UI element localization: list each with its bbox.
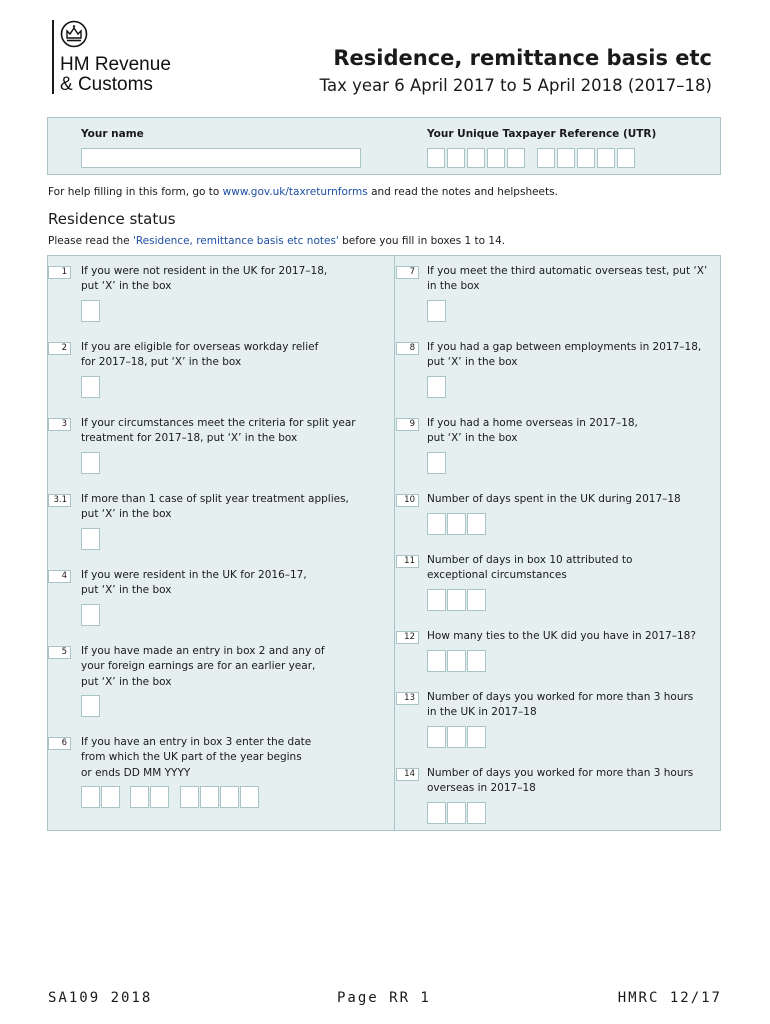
box-number-9: 9: [396, 418, 419, 431]
box-14-question: [427, 766, 693, 797]
box-4-line-1: If you were resident in the UK for 2016–17,: [81, 569, 307, 581]
box-number-2: 2: [48, 342, 71, 355]
utr-digit-7[interactable]: [557, 148, 575, 168]
help-text-suffix: and read the notes and helpsheets.: [367, 186, 558, 198]
box-6-month-digit-2[interactable]: [150, 786, 169, 808]
box-13-digit-2[interactable]: [447, 726, 466, 748]
box-7-line-2: in the box: [427, 280, 480, 293]
utr-digit-3[interactable]: [467, 148, 485, 168]
box-number-13: 13: [396, 692, 419, 705]
box-6-day-digit-2[interactable]: [101, 786, 120, 808]
utr-digit-4[interactable]: [487, 148, 505, 168]
box-11-digit-1[interactable]: [427, 589, 446, 611]
utr-digit-8[interactable]: [577, 148, 595, 168]
box-9-line-1: If you had a home overseas in 2017–18,: [427, 417, 638, 429]
help-text-prefix: For help filling in this form, go to: [48, 186, 223, 198]
box-2-question: [81, 340, 318, 371]
utr-digit-9[interactable]: [597, 148, 615, 168]
box-6-year-digit-2[interactable]: [200, 786, 219, 808]
box-6-year-digit-3[interactable]: [220, 786, 239, 808]
utr-digit-5[interactable]: [507, 148, 525, 168]
royal-crest-icon: [60, 20, 88, 48]
utr-digit-2[interactable]: [447, 148, 465, 168]
logo-rule: [52, 20, 54, 94]
box-14-line-1: Number of days you worked for more than 3 hours: [427, 767, 694, 779]
box-number-5: 5: [48, 646, 71, 659]
box-4-checkbox[interactable]: [81, 604, 100, 626]
box-6-question: [81, 735, 311, 781]
column-divider: [394, 256, 395, 830]
org-name-line2: & Customs: [60, 74, 153, 95]
box-10-digit-1[interactable]: [427, 513, 446, 535]
box-13-digit-1[interactable]: [427, 726, 446, 748]
utr-digit-6[interactable]: [537, 148, 555, 168]
box-12-digit-2[interactable]: [447, 650, 466, 672]
box-10-line-1: Number of days spent in the UK during 2017–18: [427, 493, 681, 505]
box-12-question: [427, 629, 696, 644]
page-subtitle: Tax year 6 April 2017 to 5 April 2018 (2017–18): [319, 76, 712, 95]
box-11-digit-2[interactable]: [447, 589, 466, 611]
box-3-1-checkbox[interactable]: [81, 528, 100, 550]
box-6-line-3: or ends DD MM YYYY: [81, 766, 191, 779]
box-number-14: 14: [396, 768, 419, 781]
box-6-year-digit-4[interactable]: [240, 786, 259, 808]
box-10-digit-3[interactable]: [467, 513, 486, 535]
box-7-checkbox[interactable]: [427, 300, 446, 322]
box-5-line-3: put ‘X’ in the box: [81, 675, 172, 688]
box-number-4: 4: [48, 570, 71, 583]
box-4-question: [81, 568, 307, 599]
box-1-checkbox[interactable]: [81, 300, 100, 322]
box-13-digit-3[interactable]: [467, 726, 486, 748]
box-7-line-1: If you meet the third automatic overseas test, put ‘X’: [427, 265, 708, 277]
box-11-line-1: Number of days in box 10 attributed to: [427, 554, 633, 566]
box-4-line-2: put ‘X’ in the box: [81, 584, 172, 597]
box-1-question: [81, 264, 327, 295]
box-6-year-digit-1[interactable]: [180, 786, 199, 808]
box-11-line-2: exceptional circumstances: [427, 569, 567, 582]
box-7-question: [427, 264, 707, 295]
page-title: Residence, remittance basis etc: [333, 46, 712, 70]
utr-digit-10[interactable]: [617, 148, 635, 168]
footer-page-number: Page RR 1: [337, 990, 431, 1006]
box-2-line-2: for 2017–18, put ‘X’ in the box: [81, 356, 242, 369]
box-number-6: 6: [48, 737, 71, 750]
help-text: [48, 186, 558, 198]
box-14-digit-3[interactable]: [467, 802, 486, 824]
box-6-line-1: If you have an entry in box 3 enter the date: [81, 736, 312, 748]
section-heading: Residence status: [48, 210, 176, 228]
box-number-8: 8: [396, 342, 419, 355]
box-2-checkbox[interactable]: [81, 376, 100, 398]
box-14-digit-1[interactable]: [427, 802, 446, 824]
box-number-3: 3: [48, 418, 71, 431]
box-number-11: 11: [396, 555, 419, 568]
section-intro-prefix: Please read the: [48, 235, 133, 247]
box-13-line-2: in the UK in 2017–18: [427, 706, 537, 719]
org-name-line1: HM Revenue: [60, 54, 171, 75]
box-9-line-2: put ‘X’ in the box: [427, 432, 518, 445]
box-6-month-digit-1[interactable]: [130, 786, 149, 808]
notes-link[interactable]: 'Residence, remittance basis etc notes': [132, 235, 339, 247]
box-8-checkbox[interactable]: [427, 376, 446, 398]
box-5-line-1: If you have made an entry in box 2 and any of: [81, 645, 325, 657]
box-number-10: 10: [396, 494, 419, 507]
box-3-line-2: treatment for 2017–18, put ‘X’ in the box: [81, 432, 298, 445]
box-3-question: [81, 416, 356, 447]
box-5-checkbox[interactable]: [81, 695, 100, 717]
box-1-line-1: If you were not resident in the UK for 2017–18,: [81, 265, 328, 277]
box-14-digit-2[interactable]: [447, 802, 466, 824]
box-6-day-digit-1[interactable]: [81, 786, 100, 808]
box-6-line-2: from which the UK part of the year begins: [81, 751, 302, 764]
box-9-question: [427, 416, 638, 447]
box-8-line-2: put ‘X’ in the box: [427, 356, 518, 369]
box-11-digit-3[interactable]: [467, 589, 486, 611]
section-intro: [48, 235, 505, 247]
section-intro-suffix: before you fill in boxes 1 to 14.: [338, 235, 506, 247]
box-9-checkbox[interactable]: [427, 452, 446, 474]
box-13-question: [427, 690, 693, 721]
box-1-line-2: put ‘X’ in the box: [81, 280, 172, 293]
box-10-digit-2[interactable]: [447, 513, 466, 535]
box-3-1-question: [81, 492, 349, 523]
box-number-3-1: 3.1: [48, 494, 71, 507]
utr-digit-1[interactable]: [427, 148, 445, 168]
box-2-line-1: If you are eligible for overseas workday relief: [81, 341, 319, 353]
box-5-question: [81, 644, 325, 690]
box-5-line-2: your foreign earnings are for an earlier year,: [81, 660, 316, 673]
box-13-line-1: Number of days you worked for more than 3 hours: [427, 691, 694, 703]
box-number-1: 1: [48, 266, 71, 279]
box-3-checkbox[interactable]: [81, 452, 100, 474]
box-8-question: [427, 340, 701, 371]
footer-version: HMRC 12/17: [617, 990, 722, 1006]
box-10-question: [427, 492, 681, 507]
box-3-line-1: If your circumstances meet the criteria for split year: [81, 417, 356, 429]
name-input[interactable]: [81, 148, 361, 168]
box-number-7: 7: [396, 266, 419, 279]
box-number-12: 12: [396, 631, 419, 644]
utr-label: Your Unique Taxpayer Reference (UTR): [427, 128, 657, 140]
name-label: Your name: [81, 128, 144, 140]
footer-form-code: SA109 2018: [48, 990, 153, 1006]
box-14-line-2: overseas in 2017–18: [427, 782, 536, 795]
box-12-line-1: How many ties to the UK did you have in 2017–18?: [427, 630, 696, 642]
box-3-1-line-1: If more than 1 case of split year treatment applies,: [81, 493, 349, 505]
help-link[interactable]: www.gov.uk/taxreturnforms: [222, 186, 368, 198]
box-3-1-line-2: put ‘X’ in the box: [81, 508, 172, 521]
box-12-digit-1[interactable]: [427, 650, 446, 672]
box-12-digit-3[interactable]: [467, 650, 486, 672]
box-11-question: [427, 553, 632, 584]
box-8-line-1: If you had a gap between employments in 2017–18,: [427, 341, 702, 353]
